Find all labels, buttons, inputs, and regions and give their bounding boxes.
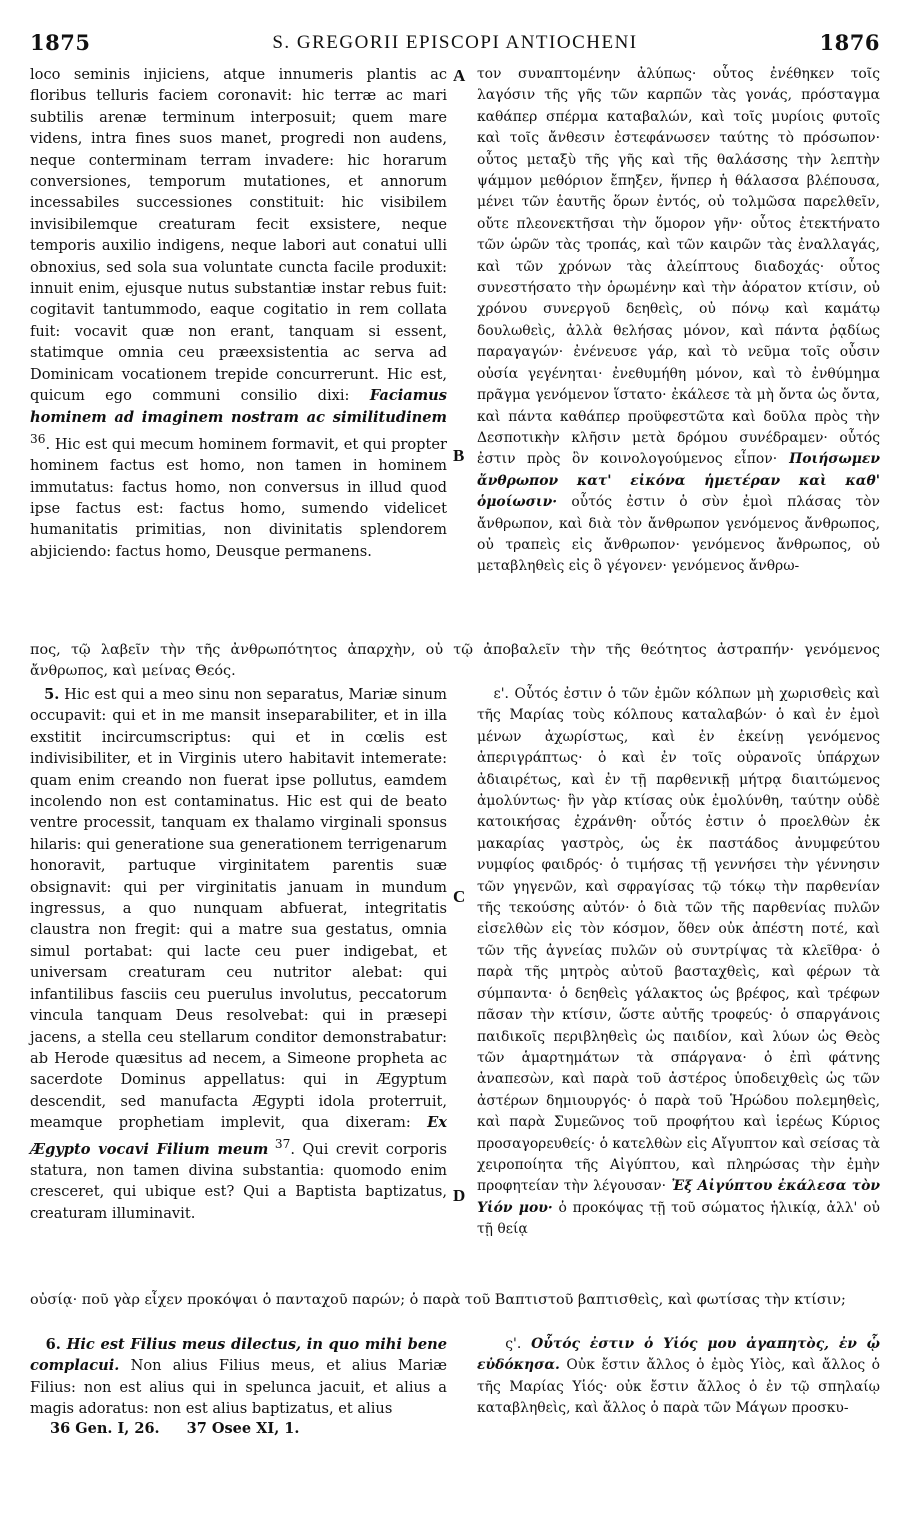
greek-text: Οὗτός ἐστιν ὁ τῶν ἐμῶν κόλπων μὴ χωρισθεὶς καὶ τῆς Μαρίας τοὺς κόλπους καταλαβών· ὁ καὶ ἐν ἐμοὶ μένων ἀχωρίστως, καὶ ἐν ἐκείνῃ γενόμενος ἀπεριγράπτως· ὁ καὶ ἐν τοῖς οὐρανοῖς ὑπάρχων ἀδιαιρέτως, καὶ ἐν τῇ παρθενικῇ μήτρᾳ διαιτώμενος ἀμολύντως· ἣν γὰρ κτίσας οὐκ ἐμολύνθη, ταύτην οὐδὲ κατοικήσας ἐχράνθη· οὗτός ἐστιν ὁ προελθὼν ἐκ μακαρίας γαστρὸς, ὡς ἐκ παστάδος ἀνυμφεύτου νυμφίος φαιδρός· ὁ τιμήσας τῇ γεννήσει τὴν γέννησιν τῶν γηγενῶν, καὶ σφραγίσας τῷ τόκῳ τὴν παρθενίαν τῆς τεκούσης αὐτόν· ὁ διὰ τῶν τῆς παρθενίας πυλῶν εἰσελθὼν εἰς τὸν κόσμον, ὅθεν οὐκ ἀπέστη ποτέ, καὶ τῶν τῆς ἁγνείας πυλῶν οὐ συντρίψας τὰ κλεῖθρα· ὁ παρὰ τῆς μητρὸς αὐτοῦ βασταχθεὶς, καὶ φέρων τὰ σύμπαντα· ὁ δεηθεὶς γάλακτος ὡς βρέφος, καὶ τρέφων πᾶσαν τὴν κτίσιν, ὥστε αὐτῆς τροφεύς· ὁ σπαργάνοις παιδικοῖς περιβληθεὶς ὡς παιδίον, καὶ λύων ὡς Θεὸς τῶν ἁμαρτημάτων τὰ σπάργανα· ὁ ἐπὶ φάτνης ἀναπεσὼν, καὶ παρὰ τοῦ ἀστέρος ὑποδειχθεὶς ὡς τῶν ἀστέρων δημιουργός· ὁ παρὰ τοῦ Ἡρώδου πολεμηθεὶς, καὶ παρὰ Συμεῶνος τοῦ προφήτου καὶ ἱερέως Κύριος προσαγορευθείς· ὁ κατελθὼν εἰς Αἴγυπτον καὶ σείσας τὰ χειροποίητα τῆς Αἰγύπτου, καὶ πληρώσας τὴν ἐμὴν προφητείαν τὴν λέγουσαν· bbox=[477, 686, 880, 1195]
section-marker-a: A bbox=[453, 66, 466, 85]
running-title: S. GREGORII EPISCOPI ANTIOCHENI bbox=[272, 32, 638, 53]
section-marker-b: B bbox=[453, 446, 465, 465]
latin-quote: Faciamus hominem ad imaginem nostram ac similitudinem bbox=[30, 387, 448, 426]
latin-paragraph-5 bbox=[30, 684, 447, 1224]
footnote-ref: 37 bbox=[268, 1136, 291, 1151]
page-header bbox=[30, 30, 880, 66]
greek-quote: Οὗτός ἐστιν ὁ Υἱός μου ἀγαπητὸς, ἐν ᾧ εὐδόκησα. bbox=[477, 1336, 880, 1374]
footnote-ref: 36 bbox=[30, 431, 46, 446]
latin-column-middle bbox=[30, 684, 447, 1224]
section-number: ε'. bbox=[493, 686, 509, 702]
greek-quote: Ποιήσωμεν ἄνθρωπον κατ' εἰκόνα ἡμετέραν καὶ καθ' ὁμοίωσιν· bbox=[477, 451, 881, 511]
greek-column-bottom bbox=[477, 1334, 880, 1420]
footnote-37: 37 Osee XI, 1. bbox=[186, 1420, 300, 1437]
footnotes bbox=[50, 1420, 321, 1437]
greek-text: Οὐκ ἔστιν ἄλλος ὁ ἐμὸς Υἱὸς, καὶ ἄλλος ὁ τῆς Μαρίας Υἱός· οὐκ ἔστιν ἄλλος ὁ ἐν τῷ σπηλαίῳ καταβληθεὶς, καὶ ἄλλος ὁ παρὰ τῶν Μάγων προσκυ- bbox=[477, 1357, 880, 1417]
page-number-left: 1875 bbox=[30, 30, 91, 55]
greek-spanning-line-1: πος, τῷ λαβεῖν τὴν τῆς ἀνθρωπότητος ἀπαρχὴν, οὐ τῷ ἀποβαλεῖν τὴν τῆς θεότητος ἀστραπήν· γενόμενος ἄνθρωπος, καὶ μείνας Θεός. bbox=[30, 642, 880, 680]
greek-paragraph-5 bbox=[477, 684, 880, 1241]
greek-text: ὁ προκόψας τῇ τοῦ σώματος ἡλικίᾳ, ἀλλ' οὐ τῇ θείᾳ bbox=[477, 1199, 880, 1238]
latin-column-bottom bbox=[30, 1334, 447, 1420]
section-number: 5. bbox=[44, 686, 60, 703]
greek-quote: Ἐξ Αἰγύπτου ἐκάλεσα τὸν Υἱόν μου· bbox=[477, 1178, 880, 1216]
latin-text: Hic est qui a meo sinu non separatus, Mariæ sinum occupavit: qui et in me mansit inseparabiliter, et in illa exstitit incircumscriptus: qui et in cœlis est indivisibiliter, et in Virginis utero habitavit intemerate: quam enim creando non fuerat ipse pollutus, eamdem incolendo non est contaminatus. Hic est qui de beato ventre processit, tanquam ex thalamo virginali sponsus hilaris: qui generatione sua generationem terrigenarum honoravit, partuque virginitatem parentis suæ obsignavit: qui per virginitatis januam in mundum ingressus, a quo nunquam abfuerat, integritatis claustra non fregit: qui a matre sua gestatus, omnia simul portabat: qui lacte ceu puer indigebat, et universam creaturam ceu nutritor alebat: qui infantilibus fasciis ceu puerulus involutus, peccatorum vincula tanquam Deus resolvebat: qui in præsepi jacens, a stella ceu stellarum conditor demonstrabatur: ab Herode quæsitus ad necem, a Simeone propheta ac sacerdote Dominus appellatus: qui in Ægyptum descendit, sed manufacta Ægypti idola proterruit, meamque prophetiam implevit, qua dixeram: bbox=[30, 686, 447, 1132]
section-number: 6. bbox=[45, 1336, 61, 1353]
section-number: ς'. bbox=[505, 1336, 522, 1352]
latin-text: loco seminis injiciens, atque innumeris plantis ac floribus telluris faciem coronavit: hic terræ ac mari subtilis arenæ terminum interposuit; quem mare videns, intra fines suos manet, progredi non audens, neque conterminam terram invadere: hic horarum conversiones, temporum mutationes, et annorum incessabiles successiones constituit: hic visibilem invisibilemque creaturam fecit exsistere, neque temporis auxilio indigens, neque labori aut conatui ulli obnoxius, sed sola sua voluntate cuncta facile produxit: innuit enim, ejusque nutus substantiæ instar rebus fuit: cogitavit tantummodo, eaque cogitatio in rem collata fuit: vocavit quæ non erant, tanquam si essent, statimque omnia ceu præexsistentia ac serva ad Dominicam vocationem trepide concurrerunt. Hic est, quicum ego communi consilio dixi: bbox=[30, 66, 447, 405]
greek-text: τον συναπτομένην ἀλύπως· οὗτος ἐνέθηκεν τοῖς λαγόσιν τῆς γῆς τῶν καρπῶν τὰς γονάς, πρόσταγμα καθάπερ σπέρμα καταβαλών, καὶ τοῖς μυρίοις φυτοῖς καὶ τοῖς ἄνθεσιν ἐστεφάνωσεν ταύτης τὸ πρόσωπον· οὗτος μεταξὺ τῆς γῆς καὶ τῆς θαλάσσης τὴν λεπτὴν ψάμμον μεθόριον ἔπηξεν, ἥνπερ ἡ θάλασσα βλέπουσα, μένει τῶν ἑαυτῆς ὅρων ἐντός, οὐ τολμῶσα παρελθεῖν, οὔτε πλεονεκτῆσαι τὴν ὅμορον γῆν· οὗτος ἐτεκτήνατο τῶν ὡρῶν τὰς τροπάς, καὶ τῶν καιρῶν τὰς ἐναλλαγάς, καὶ τῶν χρόνων τὰς ἀλείπτους διαδοχάς· οὗτος συνεστήσατο τὴν ὁρωμένην καὶ τὴν ἀόρατον κτίσιν, οὐ χρόνου συνεργοῦ δεηθεὶς, οὐ πόνῳ καὶ καμάτῳ δουλωθεὶς, ἀλλὰ θελήσας μόνον, καὶ πάντα ῥᾳδίως παραγαγών· ἐνένευσε γάρ, καὶ τὸ νεῦμα τοῖς οὖσιν οὐσία γεγένηται· ἐνεθυμήθη μόνον, καὶ τὸ ἐνθύμημα πρᾶγμα γενόμενον ἵστατο· ἐκάλεσε τὰ μὴ ὄντα ὡς ὄντα, καὶ πάντα καθάπερ προϋφεστῶτα καὶ δοῦλα πρὸς τὴν Δεσποτικὴν κλῆσιν μετὰ δρόμου συνέδραμεν· οὗτός ἐστιν πρὸς ὃν κοινολογούμενος εἶπον· bbox=[477, 66, 880, 468]
latin-text: . Hic est qui mecum hominem formavit, et qui propter hominem factus est homo, non tamen in hominem immutatus: factus homo, non conversus in illud quod ipse factus est: factus homo, sumendo videlicet humanitatis primitias, non divinitatis splendorem abjiciendo: factus homo, Deusque permanens. bbox=[30, 435, 447, 560]
section-marker-c: C bbox=[453, 887, 466, 906]
greek-column-top bbox=[477, 64, 880, 578]
greek-text: οὗτός ἐστιν ὁ σὺν ἐμοὶ πλάσας τὸν ἄνθρωπον, καὶ διὰ τὸν ἄνθρωπον γενόμενος ἄνθρωπος, οὐ τραπεὶς εἰς ἄνθρωπον· γενόμενος ἄνθρωπος, οὐ μεταβληθεὶς εἰς ὃ γέγονεν· γενόμενος ἄνθρω- bbox=[477, 494, 880, 575]
section-marker-d: D bbox=[453, 1186, 466, 1205]
greek-spanning-line-2: οὐσίᾳ· ποῦ γὰρ εἶχεν προκόψαι ὁ πανταχοῦ παρών; ὁ παρὰ τοῦ Βαπτιστοῦ βαπτισθεὶς, καὶ φωτίσας τὴν κτίσιν; bbox=[30, 1292, 846, 1308]
greek-paragraph-4 bbox=[477, 64, 880, 578]
latin-column-top bbox=[30, 64, 447, 562]
page-number-right: 1876 bbox=[819, 30, 880, 55]
latin-paragraph-6 bbox=[30, 1334, 447, 1420]
latin-text: . Qui crevit corporis statura, non tamen divina substantia: quomodo enim cresceret, qui ubique est? Qui a Baptista baptizatus, creaturam illuminavit. bbox=[30, 1140, 447, 1222]
greek-paragraph-6 bbox=[477, 1334, 880, 1420]
latin-quote: Hic est Filius meus dilectus, in quo mihi bene complacui. bbox=[30, 1336, 447, 1375]
latin-quote: Ex Ægypto vocavi Filium meum bbox=[30, 1114, 447, 1158]
greek-column-middle bbox=[477, 684, 880, 1241]
latin-text: Non alius Filius meus, et alius Mariæ Filius: non est alius qui in spelunca jacuit, et alius a magis adoratus: non est alius baptizatus, et alius bbox=[30, 1357, 447, 1418]
latin-paragraph-4 bbox=[30, 64, 447, 562]
footnote-36: 36 Gen. I, 26. bbox=[50, 1420, 160, 1437]
